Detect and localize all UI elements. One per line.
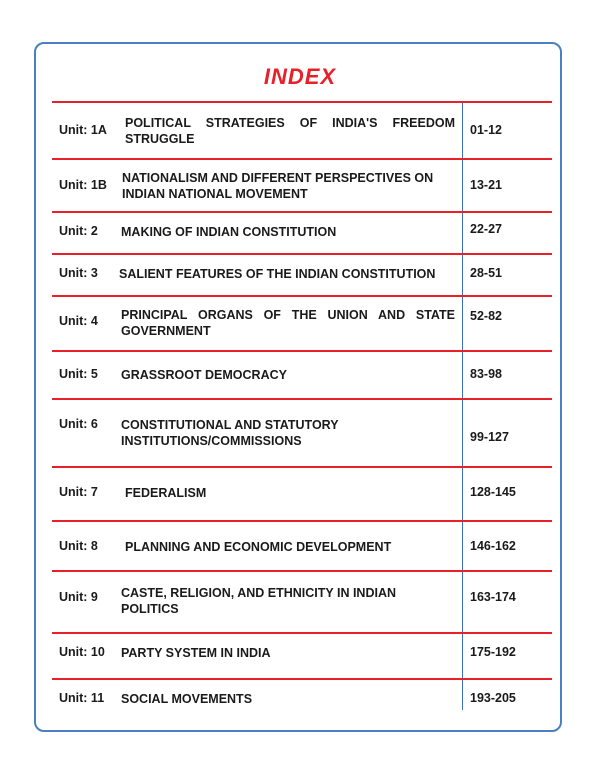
page-range: 52-82	[470, 309, 502, 323]
chapter-title: CASTE, RELIGION, AND ETHNICITY IN INDIAN POLITICS	[121, 586, 397, 616]
unit-label: Unit: 1A	[59, 123, 107, 137]
page-range: 13-21	[470, 178, 502, 192]
chapter-title: PLANNING AND ECONOMIC DEVELOPMENT	[125, 540, 392, 554]
index-row	[52, 398, 552, 466]
chapter-title: SALIENT FEATURES OF THE INDIAN CONSTITUTION	[119, 267, 436, 281]
chapter-title: SOCIAL MOVEMENTS	[121, 692, 253, 706]
unit-label: Unit: 6	[59, 417, 98, 431]
unit-label: Unit: 8	[59, 539, 98, 553]
index-row	[52, 158, 552, 211]
index-row	[52, 295, 552, 350]
page-range: 22-27	[470, 222, 502, 236]
page-range: 128-145	[470, 485, 516, 499]
index-row	[52, 253, 552, 295]
page-range: 193-205	[470, 691, 516, 705]
unit-label: Unit: 2	[59, 224, 98, 238]
unit-label: Unit: 1B	[59, 178, 107, 192]
index-row	[52, 678, 552, 712]
unit-label: Unit: 10	[59, 645, 105, 659]
page-range: 83-98	[470, 367, 502, 381]
unit-label: Unit: 3	[59, 266, 98, 280]
unit-label: Unit: 9	[59, 590, 98, 604]
page-range: 146-162	[470, 539, 516, 553]
page-range: 01-12	[470, 123, 502, 137]
page-range: 175-192	[470, 645, 516, 659]
chapter-title: MAKING OF INDIAN CONSTITUTION	[121, 225, 337, 239]
unit-label: Unit: 7	[59, 485, 98, 499]
page-range: 28-51	[470, 266, 502, 280]
chapter-title: NATIONALISM AND DIFFERENT PERSPECTIVES ON INDIAN NATIONAL MOVEMENT	[122, 171, 434, 201]
chapter-title: PARTY SYSTEM IN INDIA	[121, 646, 271, 660]
unit-label: Unit: 11	[59, 691, 105, 705]
chapter-title: GRASSROOT DEMOCRACY	[121, 368, 287, 382]
index-row	[52, 211, 552, 253]
index-row	[52, 350, 552, 398]
page-range: 163-174	[470, 590, 516, 604]
index-row	[52, 466, 552, 520]
unit-label: Unit: 5	[59, 367, 98, 381]
index-row	[52, 520, 552, 570]
chapter-title: FEDERALISM	[125, 486, 207, 500]
page-range: 99-127	[470, 430, 509, 444]
index-row	[52, 632, 552, 678]
index-row	[52, 570, 552, 632]
chapter-title: CONSTITUTIONAL AND STATUTORY INSTITUTIONS/COMMISSIONS	[121, 418, 339, 448]
index-title: INDEX	[263, 64, 337, 89]
unit-label: Unit: 4	[59, 314, 98, 328]
index-row	[52, 101, 552, 158]
chapter-title: POLITICAL STRATEGIES OF INDIA'S FREEDOM STRUGGLE	[125, 116, 455, 146]
chapter-title: PRINCIPAL ORGANS OF THE UNION AND STATE GOVERNMENT	[121, 308, 455, 338]
